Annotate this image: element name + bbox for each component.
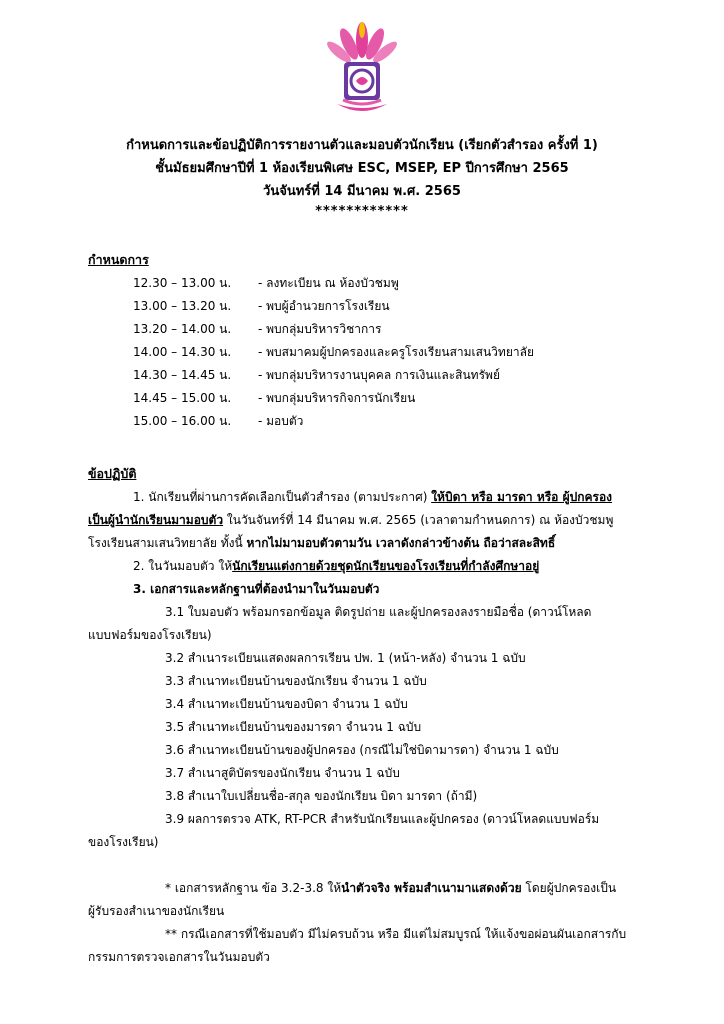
emblem-icon — [344, 62, 380, 100]
note-2-line1: ** กรณีเอกสารที่ใช้มอบตัว มีไม่ครบถ้วน หรือ มีแต่ไม่สมบูรณ์ ให้แจ้งขอผ่อนผันเอกสารกับ — [165, 927, 627, 941]
lotus-base-icon — [337, 100, 387, 111]
doc-item: 3.1 ใบมอบตัว พร้อมกรอกข้อมูล ติดรูปถ่าย และผู้ปกครองลงรายมือชื่อ (ดาวน์โหลด — [165, 605, 592, 619]
note-2-line2: กรรมการตรวจเอกสารในวันมอบตัว — [88, 950, 270, 964]
schedule-activity: - พบกลุ่มบริหารกิจการนักเรียน — [258, 391, 416, 405]
doc-item: 3.4 สำเนาทะเบียนบ้านของบิดา จำนวน 1 ฉบับ — [165, 697, 408, 711]
rule-1-text-2: ในวันจันทร์ที่ 14 มีนาคม พ.ศ. 2565 (เวลาตามกำหนดการ) ณ ห้องบัวชมพู — [223, 513, 614, 527]
doc-item: 3.5 สำเนาทะเบียนบ้านของมารดา จำนวน 1 ฉบับ — [165, 720, 422, 734]
note-1-text: * เอกสารหลักฐาน ข้อ 3.2-3.8 ให้ — [165, 881, 342, 895]
schedule-heading: กำหนดการ — [88, 252, 149, 267]
rule-1-emphasis-2: เป็นผู้นำนักเรียนมามอบตัว — [88, 513, 224, 527]
rules-heading: ข้อปฏิบัติ — [88, 466, 137, 481]
rule-1-text: 1. นักเรียนที่ผ่านการคัดเลือกเป็นตัวสำรอง (ตามประกาศ) — [133, 490, 432, 504]
doc-item-cont: ของโรงเรียน) — [88, 835, 159, 849]
doc-item: 3.3 สำเนาทะเบียนบ้านของนักเรียน จำนวน 1 ฉบับ — [165, 674, 427, 688]
schedule-time: 14.30 – 14.45 น. — [133, 368, 232, 382]
schedule-time: 15.00 – 16.00 น. — [133, 414, 232, 428]
schedule-time: 14.00 – 14.30 น. — [133, 345, 232, 359]
rule-1-text-3: โรงเรียนสามเสนวิทยาลัย ทั้งนี้ — [88, 536, 247, 550]
rule-2-emphasis: นักเรียนแต่งกายด้วยชุดนักเรียนของโรงเรียนที่กำลังศึกษาอยู่ — [232, 559, 540, 573]
schedule-activity: - พบกลุ่มบริหารวิชาการ — [258, 322, 382, 336]
rule-1-line2 — [88, 511, 613, 530]
rule-1-emphasis-3: หากไม่มามอบตัวตามวัน เวลาดังกล่าวข้างต้น ถือว่าสละสิทธิ์ — [246, 536, 556, 550]
note-1-emphasis: นำตัวจริง พร้อมสำเนามาแสดงด้วย — [341, 881, 522, 895]
schedule-activity: - พบสมาคมผู้ปกครองและครูโรงเรียนสามเสนวิทยาลัย — [258, 345, 534, 359]
schedule-activity: - พบผู้อำนวยการโรงเรียน — [258, 299, 390, 313]
schedule-time: 13.00 – 13.20 น. — [133, 299, 232, 313]
rule-2 — [133, 557, 539, 576]
schedule-time: 12.30 – 13.00 น. — [133, 276, 232, 290]
note-1-line1 — [165, 879, 616, 898]
schedule-activity: - มอบตัว — [258, 414, 304, 428]
schedule-activity: - ลงทะเบียน ณ ห้องบัวชมพู — [258, 276, 399, 290]
lotus-petals-icon — [327, 22, 397, 65]
title-separator: ************ — [315, 204, 409, 219]
rule-1-line1 — [133, 488, 612, 507]
doc-item: 3.7 สำเนาสูติบัตรของนักเรียน จำนวน 1 ฉบับ — [165, 766, 400, 780]
doc-item: 3.2 สำเนาระเบียนแสดงผลการเรียน ปพ. 1 (หน้า-หลัง) จำนวน 1 ฉบับ — [165, 651, 526, 665]
rule-2-text: 2. ในวันมอบตัว ให้ — [133, 559, 233, 573]
doc-item: 3.9 ผลการตรวจ ATK, RT-PCR สำหรับนักเรียนและผู้ปกครอง (ดาวน์โหลดแบบฟอร์ม — [165, 812, 600, 826]
schedule-activity: - พบกลุ่มบริหารงานบุคคล การเงินและสินทรัพย์ — [258, 368, 500, 382]
doc-item-cont: แบบฟอร์มของโรงเรียน) — [88, 628, 212, 642]
note-1-text-2: โดยผู้ปกครองเป็น — [521, 881, 617, 895]
doc-item: 3.6 สำเนาทะเบียนบ้านของผู้ปกครอง (กรณีไม่ใช่บิดามารดา) จำนวน 1 ฉบับ — [165, 743, 559, 757]
rule-3: 3. เอกสารและหลักฐานที่ต้องนำมาในวันมอบตัว — [133, 582, 380, 596]
note-1-line2: ผู้รับรองสำเนาของนักเรียน — [88, 904, 225, 918]
school-logo — [327, 18, 397, 118]
document-title-line1: กำหนดการและข้อปฏิบัติการรายงานตัวและมอบตัวนักเรียน (เรียกตัวสำรอง ครั้งที่ 1) — [126, 138, 598, 153]
rule-1-line3 — [88, 534, 555, 553]
document-title-line3: วันจันทร์ที่ 14 มีนาคม พ.ศ. 2565 — [263, 184, 461, 199]
document-title-line2: ชั้นมัธยมศึกษาปีที่ 1 ห้องเรียนพิเศษ ESC, MSEP, EP ปีการศึกษา 2565 — [155, 161, 569, 176]
rule-1-emphasis: ให้บิดา หรือ มารดา หรือ ผู้ปกครอง — [431, 490, 613, 504]
schedule-time: 14.45 – 15.00 น. — [133, 391, 232, 405]
doc-item: 3.8 สำเนาใบเปลี่ยนชื่อ-สกุล ของนักเรียน บิดา มารดา (ถ้ามี) — [165, 789, 478, 803]
schedule-time: 13.20 – 14.00 น. — [133, 322, 232, 336]
